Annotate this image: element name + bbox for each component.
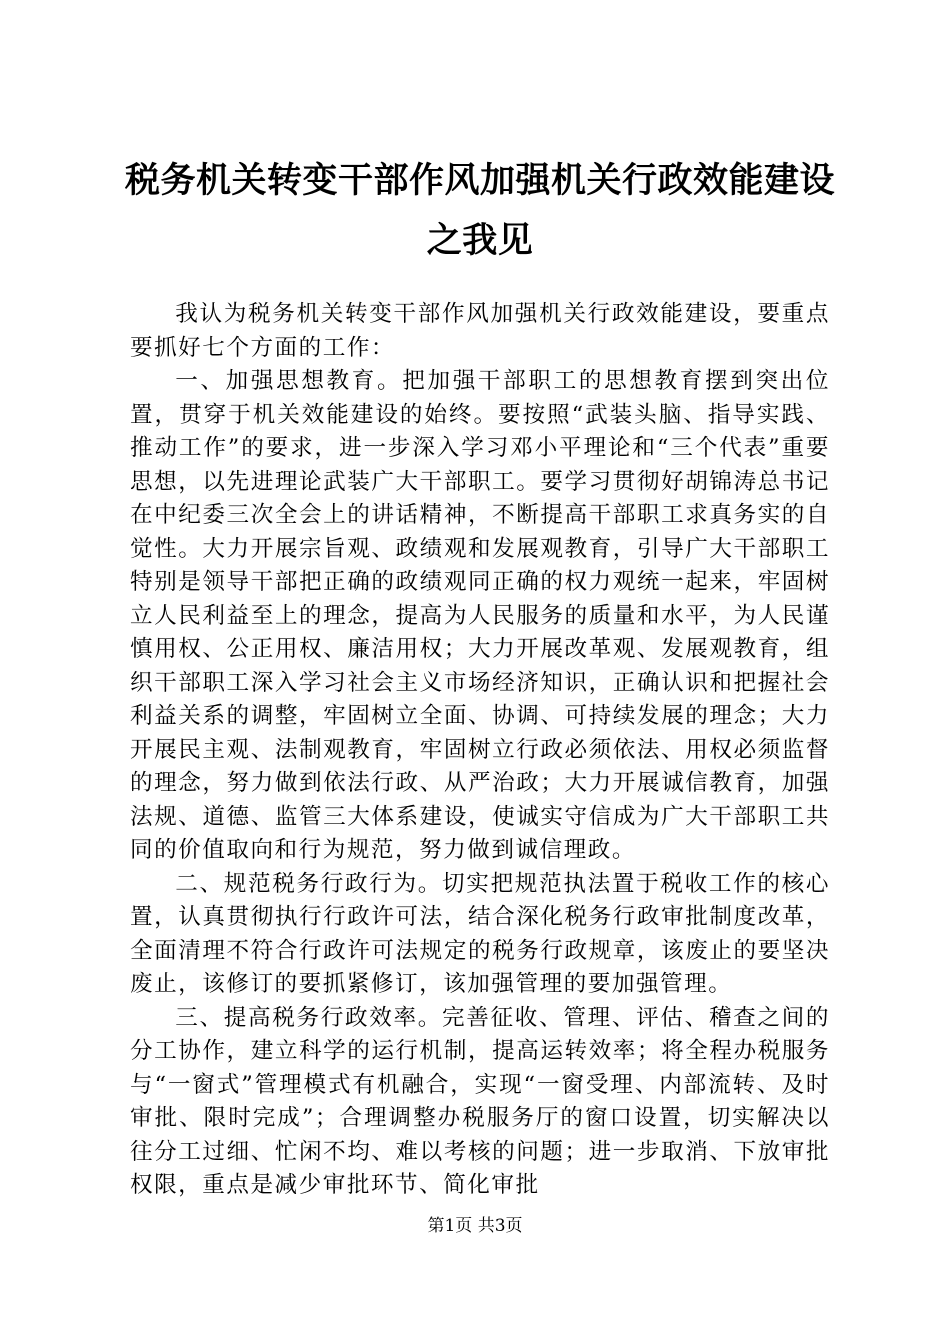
document-title-line-2: 之我见 xyxy=(426,220,534,261)
intro-paragraph: 我认为税务机关转变干部作风加强机关行政效能建设，要重点要抓好七个方面的工作： xyxy=(130,301,830,361)
section-1-paragraph: 一、加强思想教育。把加强干部职工的思想教育摆到突出位置，贯穿于机关效能建设的始终。要按照“武装头脑、指导实践、推动工作”的要求，进一步深入学习邓小平理论和“三个代表”重要思想，以先进理论武装广大干部职工。要学习贯彻好胡锦涛总书记在中纪委三次全会上的讲话精神，不断提高干部职工求真务实的自觉性。大力开展宗旨观、政绩观和发展观教育，引导广大干部职工特别是领导干部把正确的政绩观同正确的权力观统一起来，牢固树立人民利益至上的理念，提高为人民服务的质量和水平，为人民谨慎用权、公正用权、廉洁用权；大力开展改革观、发展观教育，组织干部职工深入学习社会主义市场经济知识，正确认识和把握社会利益关系的调整，牢固树立全面、协调、可持续发展的理念；大力开展民主观、法制观教育，牢固树立行政必须依法、用权必须监督的理念，努力做到依法行政、从严治政；大力开展诚信教育，加强法规、道德、监管三大体系建设，使诚实守信成为广大干部职工共同的价值取向和行为规范，努力做到诚信理政。 xyxy=(130,368,830,863)
document-body xyxy=(130,298,830,1203)
section-3-paragraph: 三、提高税务行政效率。完善征收、管理、评估、稽查之间的分工协作，建立科学的运行机制，提高运转效率；将全程办税服务与“一窗式”管理模式有机融合，实现“一窗受理、内部流转、及时审批、限时完成”；合理调整办税服务厅的窗口设置，切实解决以往分工过细、忙闲不均、难以考核的问题；进一步取消、下放审批权限，重点是减少审批环节、简化审批 xyxy=(130,1004,830,1198)
section-2-paragraph: 二、规范税务行政行为。切实把规范执法置于税收工作的核心置，认真贯彻执行行政许可法，结合深化税务行政审批制度改革，全面清理不符合行政许可法规定的税务行政规章，该废止的要坚决废止，该修订的要抓紧修订，该加强管理的要加强管理。 xyxy=(130,870,830,997)
page-footer: 第1页 共3页 xyxy=(427,1216,523,1236)
document-title-line-1: 税务机关转变干部作风加强机关行政效能建设 xyxy=(124,160,835,201)
